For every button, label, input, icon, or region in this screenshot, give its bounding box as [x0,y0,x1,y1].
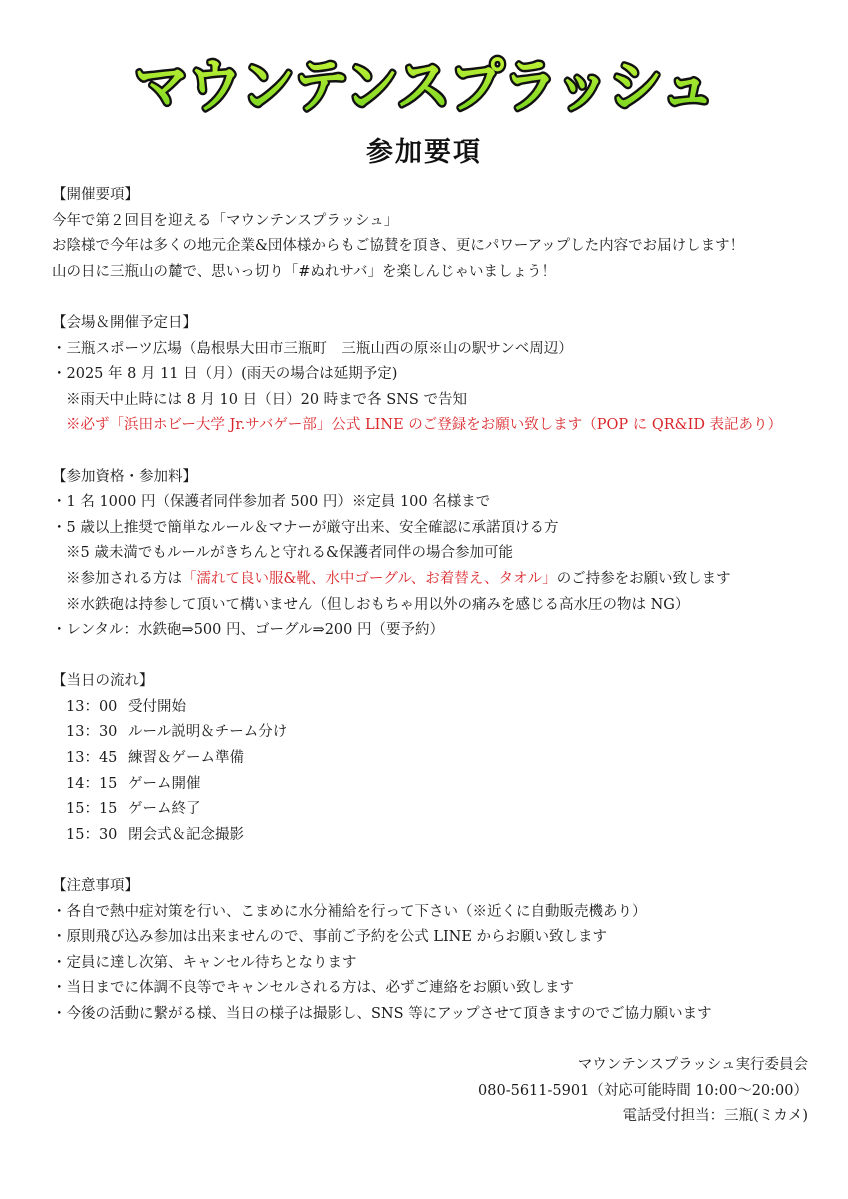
schedule-item [52,797,812,823]
schedule-label: ゲーム開催 [128,775,201,792]
note-line: ・各自で熱中症対策を行い、こまめに水分補給を行って下さい（※近くに自動販売機あり） [52,903,647,920]
overview-line: お陰様で今年は多くの地元企業&団体様からもご協賛を頂き、更にパワーアップした内容でお届けします！ [52,238,745,255]
note-line: ・原則飛び込み参加は出来ませんので、事前ご予約を公式 LINE からお願い致します [52,929,608,946]
rain-notice: ※雨天中止時には 8 月 10 日（日）20 時まで各 SNS で告知 [66,391,467,408]
overview-line: 今年で第２回目を迎える「マウンテンスプラッシュ」 [52,212,399,229]
section-heading-venue: 【会場＆開催予定日】 [52,314,197,331]
note-line: ・当日までに体調不良等でキャンセルされる方は、必ずご連絡をお願い致します [52,980,574,997]
section-heading-schedule: 【当日の流れ】 [52,673,154,690]
note-line: ・定員に達し次第、キャンセル待ちとなります [52,954,357,971]
schedule-time: 15：15 [66,801,118,818]
items-to-bring-post: のご持参をお願い致します [556,570,731,587]
venue-location: ・三瓶スポーツ広場（島根県大田市三瓶町 三瓶山西の原※山の駅サンベ周辺） [52,340,573,357]
organizer-name: マウンテンスプラッシュ実行委員会 [577,1057,808,1073]
schedule-time: 13：00 [66,698,118,715]
schedule-item [52,823,812,849]
items-to-bring-pre: ※参加される方は [66,570,182,587]
overview-line: 山の日に三瓶山の麓で、思いっ切り「#ぬれサバ」を楽しんじゃいましょう！ [52,263,556,280]
document-body [52,183,812,1028]
phone-number: 080-5611-5901（対応可能時間 10:00～20:00） [478,1082,808,1099]
venue-date: ・2025 年 8 月 11 日（月）(雨天の場合は延期予定) [52,366,398,383]
logo [0,40,848,120]
section-heading-notes: 【注意事項】 [52,878,139,895]
schedule-item [52,695,812,721]
schedule-label: 受付開始 [128,698,186,715]
items-to-bring-list: 「濡れて良い服&靴、水中ゴーグル、お着替え、タオル」 [182,570,557,587]
contact-person: 電話受付担当：三瓶(ミカメ) [622,1108,808,1125]
note-line: ・今後の活動に繋がる様、当日の様子は撮影し、SNS 等にアップさせて頂きますのでご協力願います [52,1006,712,1022]
schedule-time: 14：15 [66,775,118,792]
section-heading-fees: 【参加資格・参加料】 [52,468,197,485]
schedule-label: 練習＆ゲーム準備 [128,750,244,767]
schedule-label: ゲーム終了 [128,801,201,818]
schedule-time: 15：30 [66,826,118,843]
rental-line: ・レンタル：水鉄砲⇒500 円、ゴーグル⇒200 円（要予約） [52,622,444,639]
schedule-item [52,772,812,798]
schedule-item [52,720,812,746]
section-heading-overview: 【開催要項】 [52,187,139,203]
logo-wordmark [0,40,848,120]
schedule-item [52,746,812,772]
footer-contact [478,1053,808,1130]
page-title: 参加要項 [366,137,482,168]
under-five-note: ※5 歳未満でもルールがきちんと守れる&保護者同伴の場合参加可能 [66,545,513,562]
eligibility-line: ・5 歳以上推奨で簡単なルール＆マナーが厳守出来、安全確認に承諾頂ける方 [52,519,559,536]
schedule-label: 閉会式＆記念撮影 [128,826,244,843]
fee-line: ・1 名 1000 円（保護者同伴参加者 500 円）※定員 100 名様まで [52,494,491,511]
schedule-label: ルール説明＆チーム分け [128,724,288,741]
schedule-time: 13：30 [66,724,118,741]
water-gun-note: ※水鉄砲は持参して頂いて構いません（但しおもちゃ用以外の痛みを感じる高水圧の物は NG） [66,596,690,613]
schedule-time: 13：45 [66,750,118,767]
items-to-bring [52,567,812,593]
logo-text: マウンテンスプラッシュ [134,52,714,120]
line-registration-notice: ※必ず「浜田ホビー大学 Jr.サバゲー部」公式 LINE のご登録をお願い致します（POP に QR&ID 表記あり） [66,417,783,434]
